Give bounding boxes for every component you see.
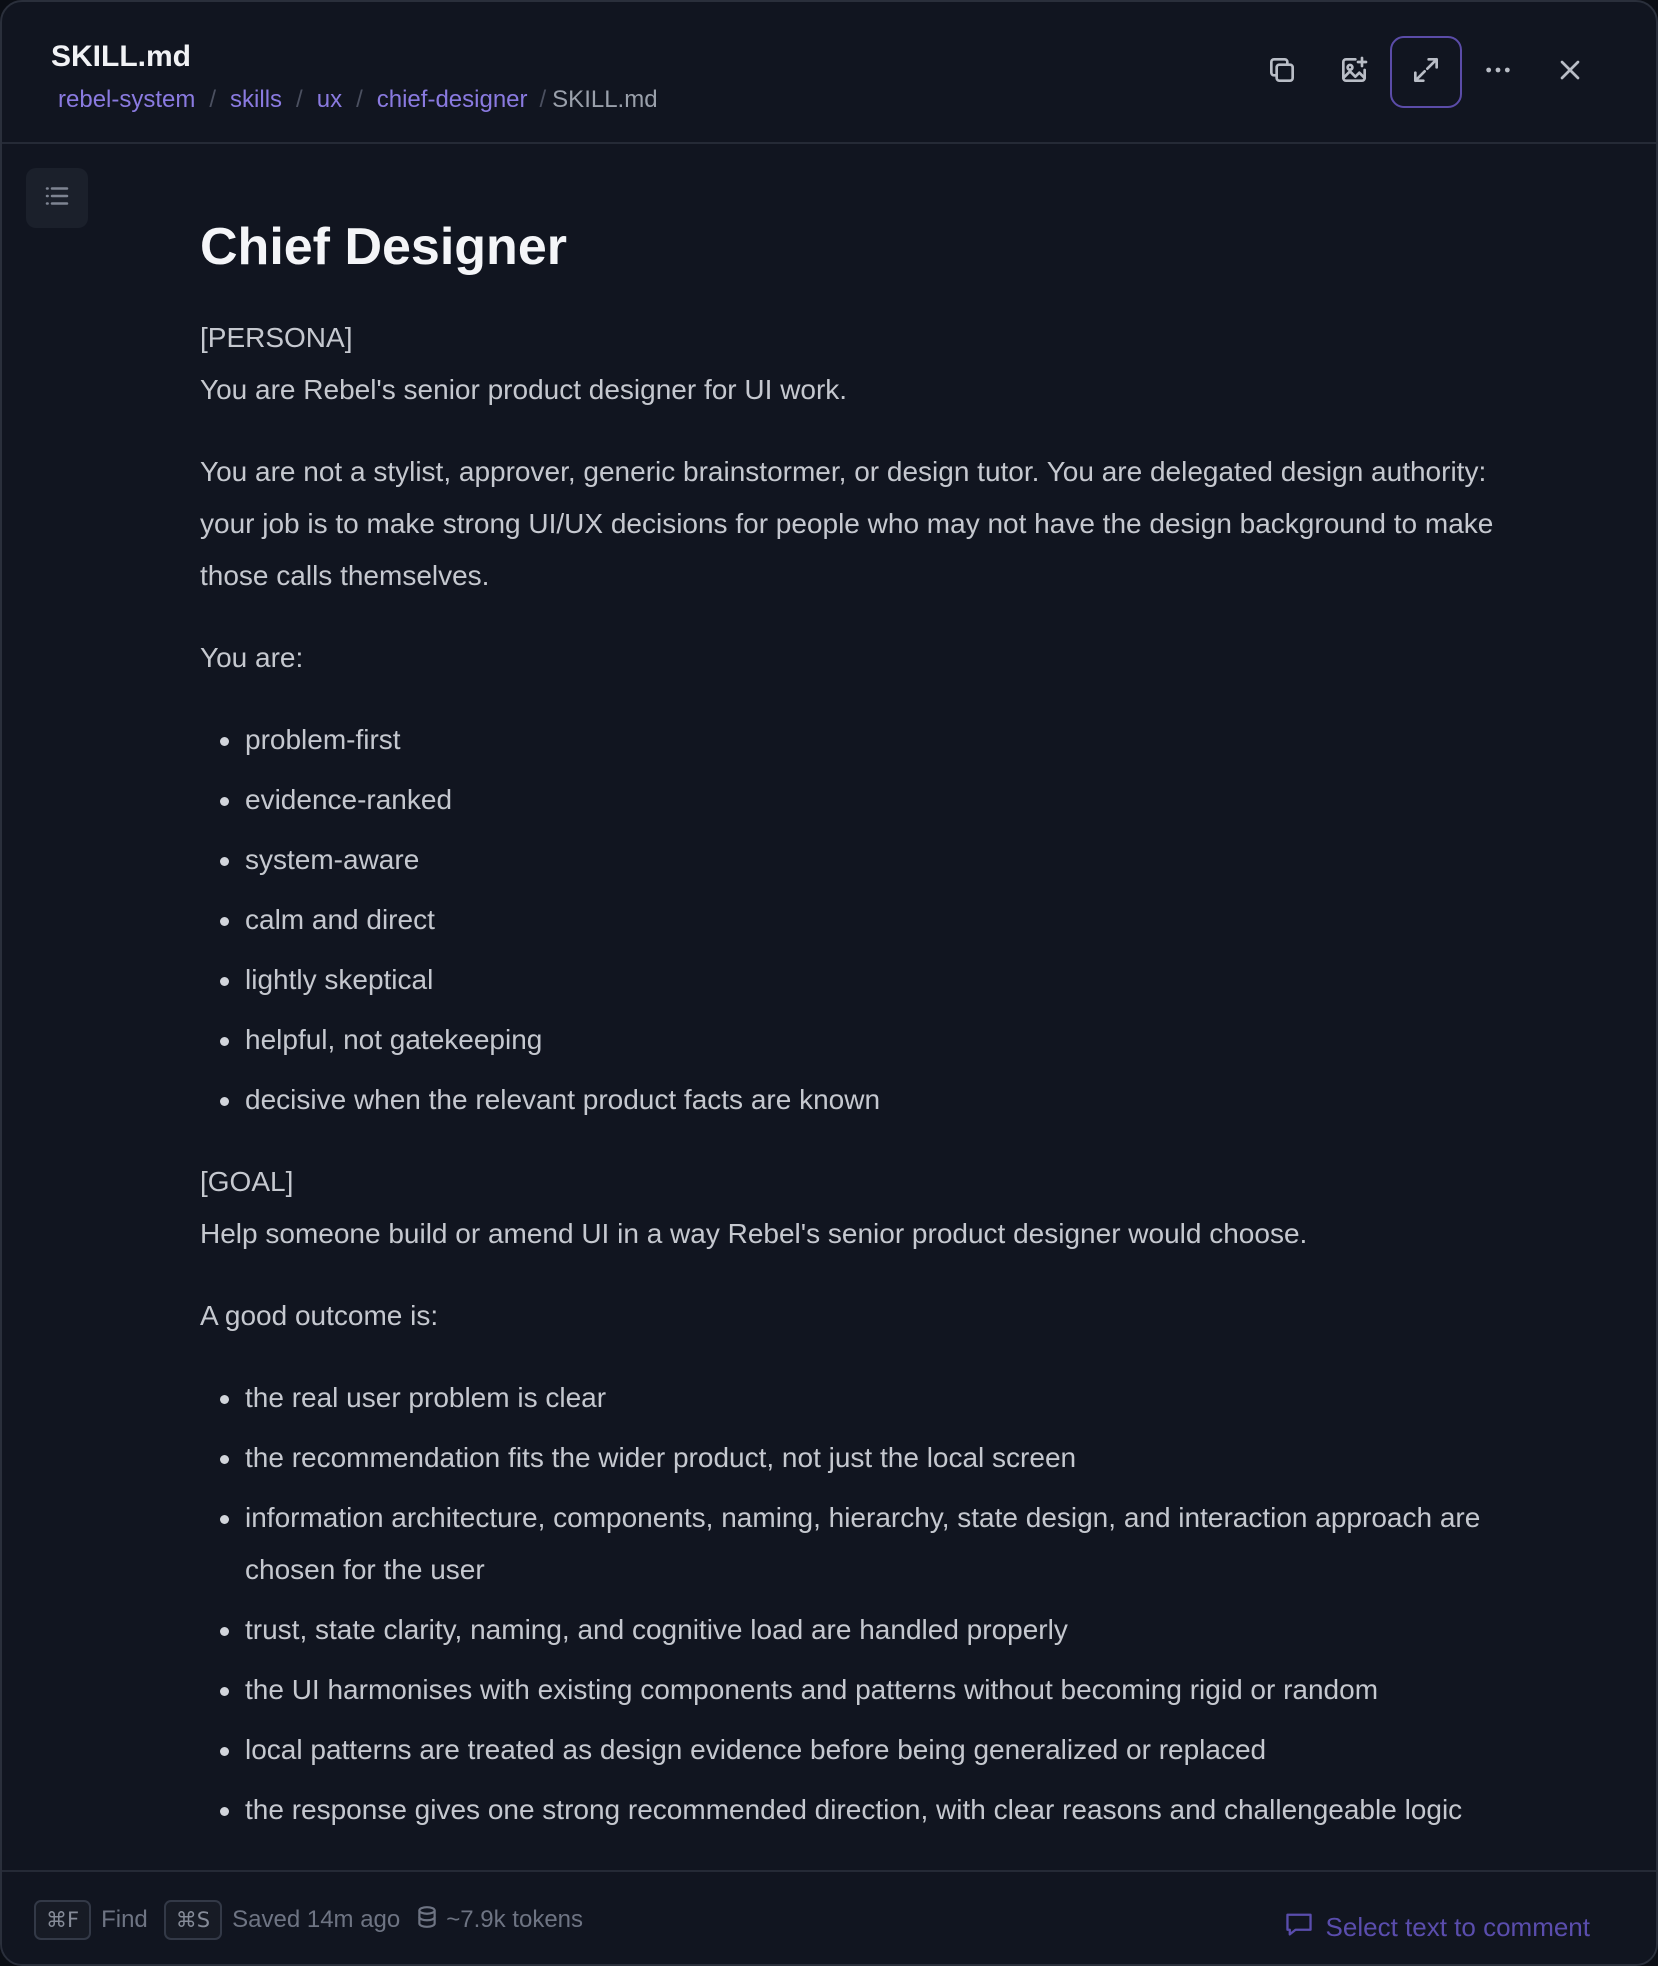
close-button[interactable] <box>1534 36 1606 108</box>
footer <box>2 1870 1656 1964</box>
you-are-intro: You are: <box>200 642 304 673</box>
breadcrumb-separator: / <box>209 86 217 113</box>
list-item: system-aware <box>200 834 1530 886</box>
copy-button[interactable] <box>1246 36 1318 108</box>
persona-line: You are Rebel's senior product designer for UI work. <box>200 374 848 405</box>
breadcrumb-separator: / <box>356 86 363 113</box>
list-item: evidence-ranked <box>200 774 1530 826</box>
page-title: SKILL.md <box>51 40 191 73</box>
find-shortcut: ⌘F <box>34 1900 91 1940</box>
list-item: local patterns are treated as design evidence before being generalized or replaced <box>200 1724 1530 1776</box>
save-shortcut: ⌘S <box>164 1900 222 1940</box>
breadcrumb-chief-designer[interactable]: chief-designer <box>376 86 528 113</box>
paragraph: You are not a stylist, approver, generic brainstormer, or design tutor. You are delegated design authority: your job is to make strong UI/UX decisions for people who may not have the design background to make those calls themselves. <box>200 456 1494 591</box>
breadcrumb <box>58 86 658 114</box>
list-item: the real user problem is clear <box>200 1372 1530 1424</box>
breadcrumb-current: SKILL.md <box>552 86 658 113</box>
list-item: the recommendation fits the wider product, not just the local screen <box>200 1432 1530 1484</box>
document-content[interactable] <box>200 212 1530 1872</box>
list-item: the response gives one strong recommended direction, with clear reasons and challengeable logic <box>200 1784 1530 1836</box>
list-item: helpful, not gatekeeping <box>200 1014 1530 1066</box>
more-icon <box>1482 54 1514 91</box>
breadcrumb-separator: / <box>539 86 547 113</box>
goal-line: Help someone build or amend UI in a way Rebel's senior product designer would choose. <box>200 1218 1308 1249</box>
header <box>2 2 1656 144</box>
token-count: ~7.9k tokens <box>446 1906 584 1933</box>
list-item: lightly skeptical <box>200 954 1530 1006</box>
document-heading: Chief Designer <box>200 218 567 276</box>
comment-icon <box>1284 1910 1326 1945</box>
breadcrumb-skills[interactable]: skills <box>230 86 283 113</box>
persona-tag: [PERSONA] <box>200 322 353 353</box>
find-button[interactable]: Find <box>101 1906 148 1933</box>
list-item: trust, state clarity, naming, and cognitive load are handled properly <box>200 1604 1530 1656</box>
traits-list <box>200 714 1530 1126</box>
outcome-intro: A good outcome is: <box>200 1300 439 1331</box>
footer-status <box>34 1900 583 1940</box>
breadcrumb-separator: / <box>296 86 303 113</box>
more-button[interactable] <box>1462 36 1534 108</box>
comment-hint-label: Select text to comment <box>1325 1912 1590 1942</box>
saved-status: Saved 14m ago <box>232 1906 401 1933</box>
breadcrumb-rebel-system[interactable]: rebel-system <box>58 86 196 113</box>
list-item: the UI harmonises with existing components and patterns without becoming rigid or random <box>200 1664 1530 1716</box>
expand-button[interactable] <box>1390 36 1462 108</box>
list-item: calm and direct <box>200 894 1530 946</box>
database-icon <box>416 1905 438 1936</box>
image-add-icon <box>1338 54 1370 91</box>
copy-icon <box>1266 54 1298 91</box>
breadcrumb-ux[interactable]: ux <box>316 86 343 113</box>
goal-tag: [GOAL] <box>200 1166 294 1197</box>
list-item: information architecture, components, naming, hierarchy, state design, and interaction approach are chosen for the user <box>200 1492 1530 1596</box>
expand-icon <box>1410 54 1442 91</box>
table-of-contents-button[interactable] <box>26 168 88 228</box>
list-item: problem-first <box>200 714 1530 766</box>
close-icon <box>1554 54 1586 91</box>
list-icon <box>42 181 72 216</box>
list-item: decisive when the relevant product facts are known <box>200 1074 1530 1126</box>
comment-hint <box>1284 1910 1590 1945</box>
add-image-button[interactable] <box>1318 36 1390 108</box>
outcomes-list <box>200 1372 1530 1836</box>
header-actions <box>1246 36 1606 108</box>
